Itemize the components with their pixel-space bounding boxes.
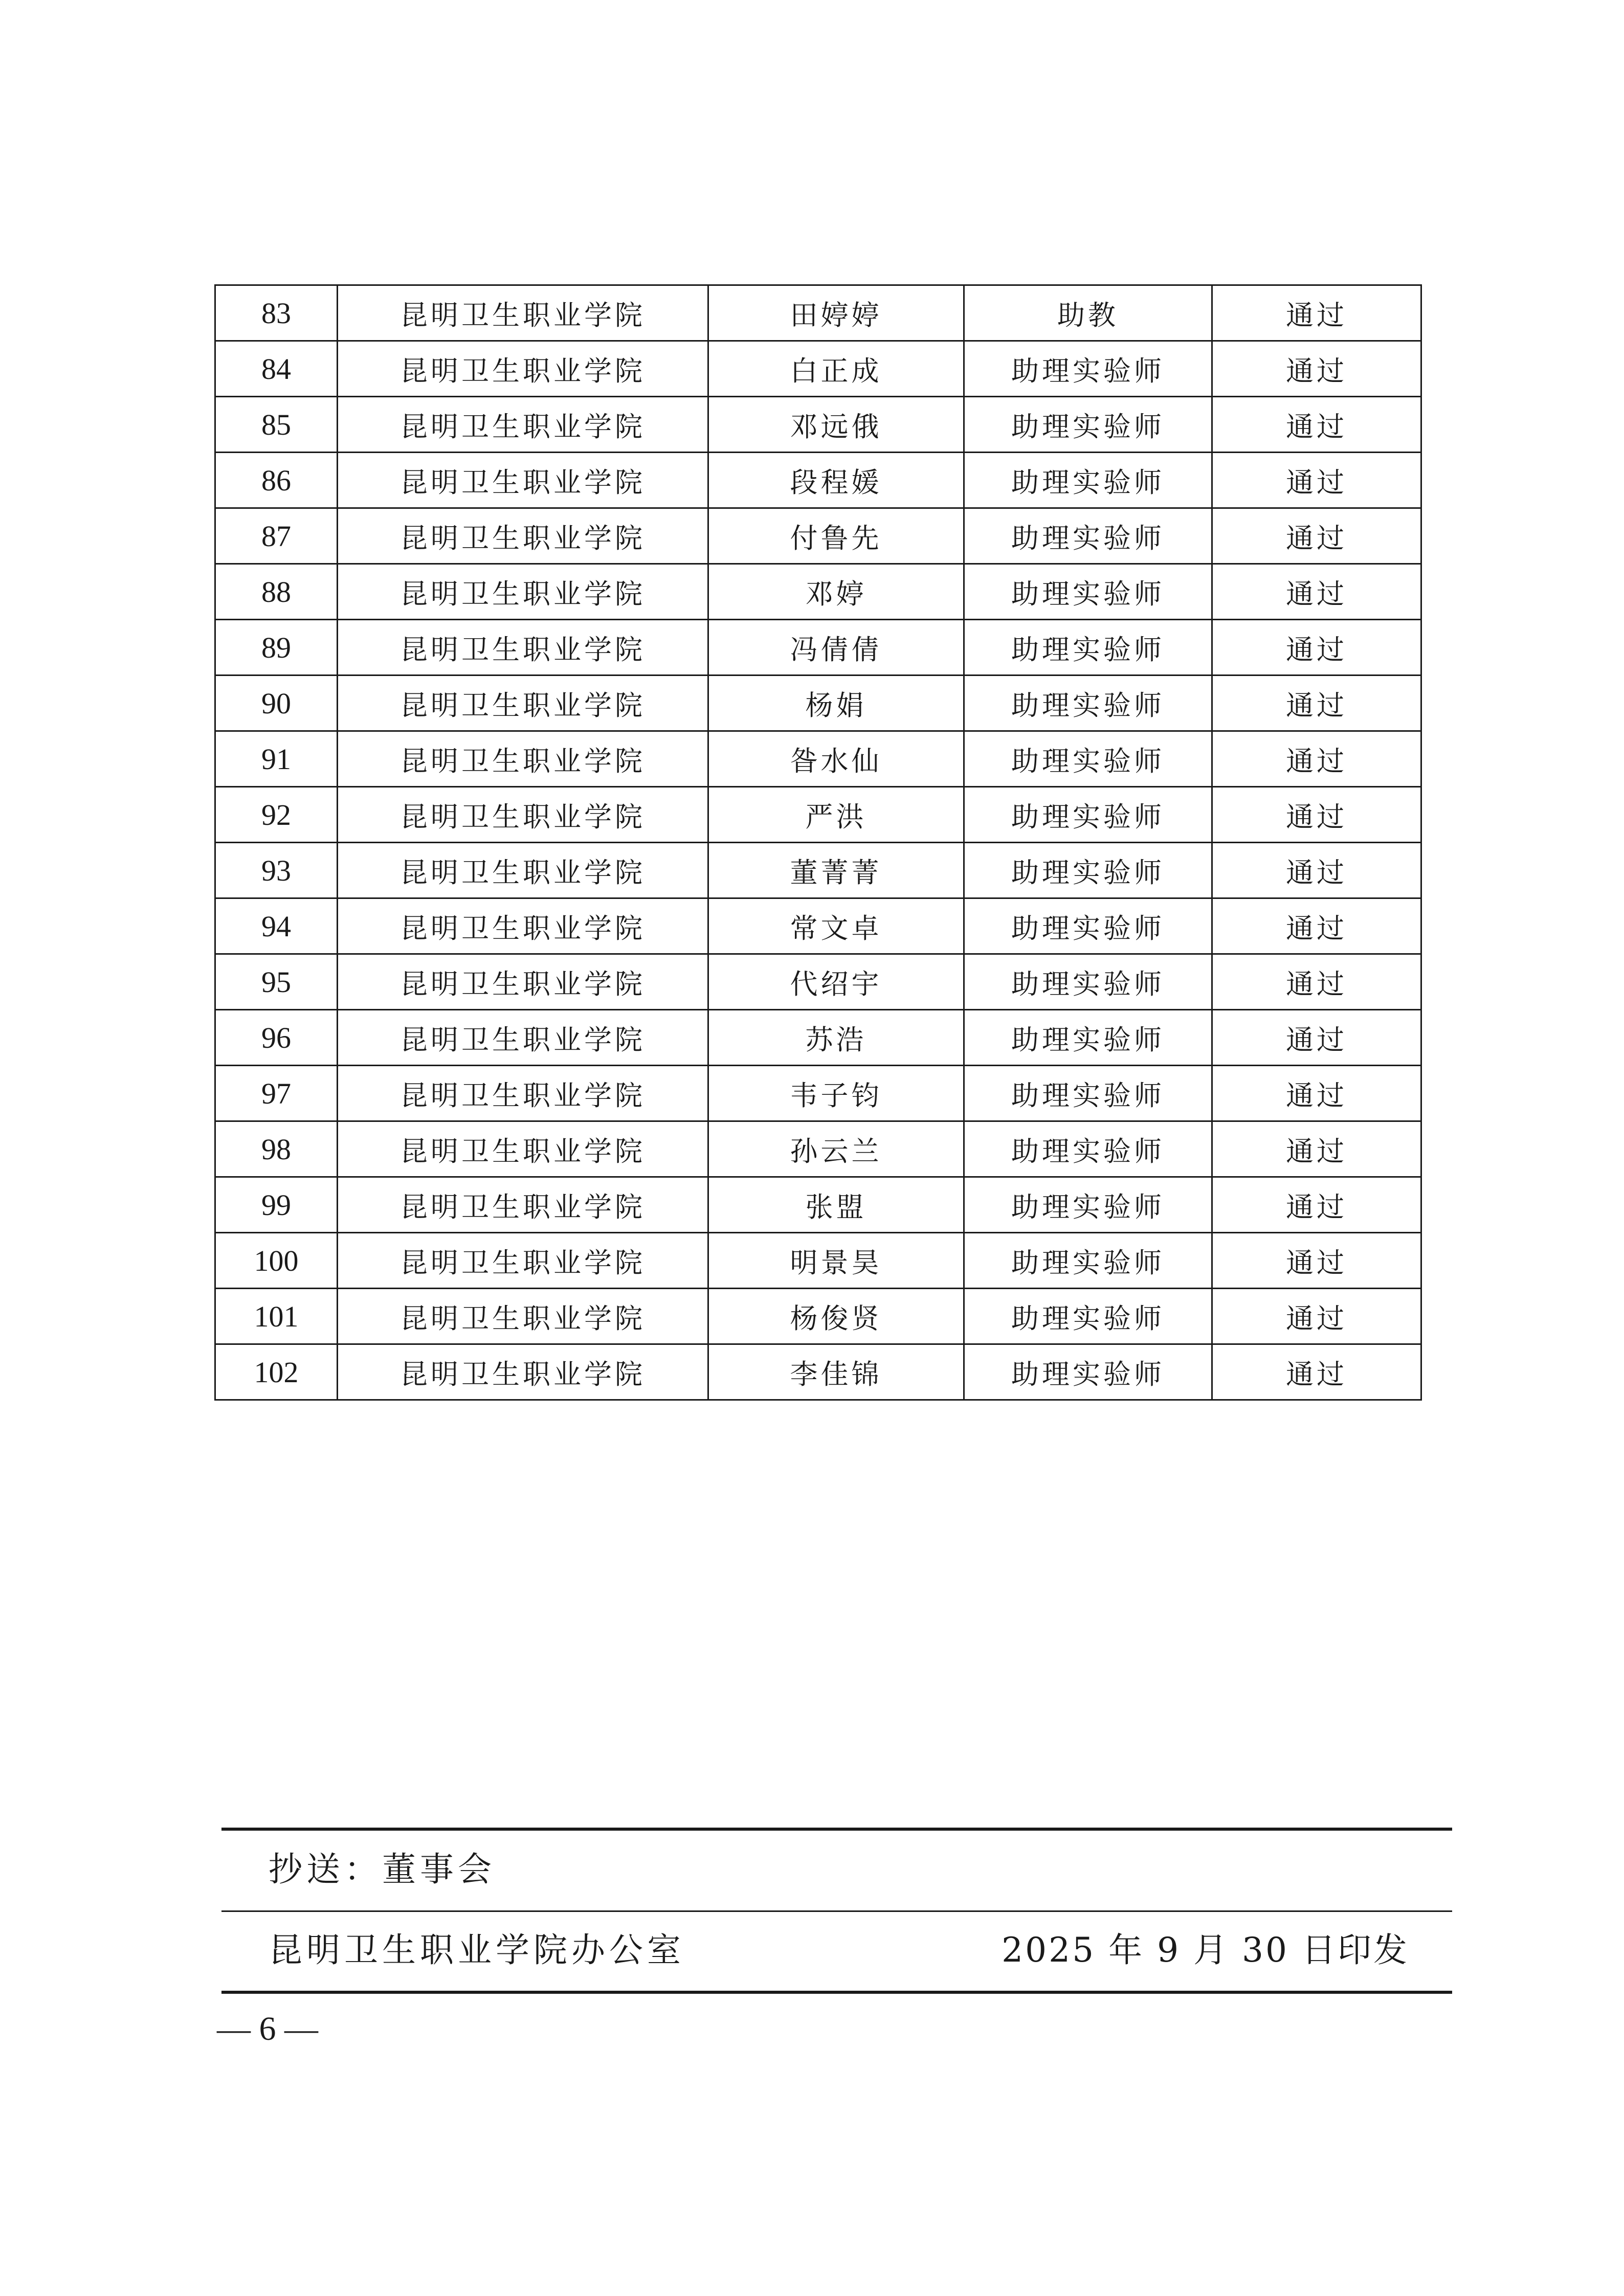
table-row (215, 954, 1421, 1010)
cell-school: 昆明卫生职业学院 (338, 1121, 708, 1177)
cell-number: 85 (215, 397, 338, 453)
cell-title: 助理实验师 (964, 1066, 1212, 1121)
issue-date: 2025 年 9 月 30 日印发 (1002, 1930, 1409, 1970)
cell-result: 通过 (1212, 843, 1421, 898)
cell-title: 助教 (964, 285, 1212, 341)
table-row (215, 341, 1421, 397)
cell-school: 昆明卫生职业学院 (338, 898, 708, 954)
cell-name: 明景昊 (708, 1233, 964, 1289)
cell-school: 昆明卫生职业学院 (338, 564, 708, 620)
cell-title: 助理实验师 (964, 954, 1212, 1010)
cell-name: 张盟 (708, 1177, 964, 1233)
cell-name: 杨俊贤 (708, 1289, 964, 1344)
cell-number: 91 (215, 731, 338, 787)
cell-number: 89 (215, 620, 338, 676)
footer-top-rule (221, 1828, 1452, 1831)
cell-number: 102 (215, 1344, 338, 1400)
cell-title: 助理实验师 (964, 787, 1212, 843)
table-row (215, 1289, 1421, 1344)
cell-result: 通过 (1212, 285, 1421, 341)
cell-title: 助理实验师 (964, 1121, 1212, 1177)
cell-result: 通过 (1212, 508, 1421, 564)
table-row (215, 1233, 1421, 1289)
cell-school: 昆明卫生职业学院 (338, 397, 708, 453)
cell-title: 助理实验师 (964, 1289, 1212, 1344)
table-row (215, 1177, 1421, 1233)
cell-number: 101 (215, 1289, 338, 1344)
cell-title: 助理实验师 (964, 676, 1212, 731)
cell-result: 通过 (1212, 787, 1421, 843)
page-number: — 6 — (217, 2010, 318, 2047)
table-row (215, 1344, 1421, 1400)
cell-result: 通过 (1212, 1233, 1421, 1289)
cell-number: 93 (215, 843, 338, 898)
cell-school: 昆明卫生职业学院 (338, 676, 708, 731)
footer-bottom-rule (221, 1991, 1452, 1994)
cell-school: 昆明卫生职业学院 (338, 1289, 708, 1344)
cell-result: 通过 (1212, 954, 1421, 1010)
cell-name: 邓远俄 (708, 397, 964, 453)
cell-result: 通过 (1212, 1121, 1421, 1177)
cell-school: 昆明卫生职业学院 (338, 954, 708, 1010)
table-row (215, 731, 1421, 787)
cell-title: 助理实验师 (964, 1177, 1212, 1233)
cell-title: 助理实验师 (964, 341, 1212, 397)
cell-title: 助理实验师 (964, 620, 1212, 676)
cell-school: 昆明卫生职业学院 (338, 341, 708, 397)
cell-number: 94 (215, 898, 338, 954)
cell-number: 86 (215, 453, 338, 508)
cell-result: 通过 (1212, 898, 1421, 954)
cell-title: 助理实验师 (964, 731, 1212, 787)
cell-result: 通过 (1212, 731, 1421, 787)
cell-name: 孙云兰 (708, 1121, 964, 1177)
cell-name: 白正成 (708, 341, 964, 397)
cell-title: 助理实验师 (964, 898, 1212, 954)
cell-result: 通过 (1212, 397, 1421, 453)
cell-name: 段程媛 (708, 453, 964, 508)
cell-name: 李佳锦 (708, 1344, 964, 1400)
cell-name: 代绍宇 (708, 954, 964, 1010)
cell-name: 昝水仙 (708, 731, 964, 787)
cell-name: 常文卓 (708, 898, 964, 954)
table-body (215, 285, 1421, 1400)
cell-title: 助理实验师 (964, 508, 1212, 564)
cell-title: 助理实验师 (964, 453, 1212, 508)
cell-number: 87 (215, 508, 338, 564)
table-row (215, 676, 1421, 731)
cell-title: 助理实验师 (964, 397, 1212, 453)
cell-result: 通过 (1212, 676, 1421, 731)
cell-school: 昆明卫生职业学院 (338, 285, 708, 341)
cell-number: 95 (215, 954, 338, 1010)
cell-school: 昆明卫生职业学院 (338, 1066, 708, 1121)
cell-school: 昆明卫生职业学院 (338, 620, 708, 676)
table-row (215, 1010, 1421, 1066)
cc-line: 抄送：董事会 (269, 1850, 496, 1889)
cell-school: 昆明卫生职业学院 (338, 843, 708, 898)
cell-result: 通过 (1212, 1066, 1421, 1121)
cell-name: 邓婷 (708, 564, 964, 620)
cell-school: 昆明卫生职业学院 (338, 1010, 708, 1066)
cell-name: 冯倩倩 (708, 620, 964, 676)
cell-title: 助理实验师 (964, 1233, 1212, 1289)
cell-title: 助理实验师 (964, 843, 1212, 898)
cell-school: 昆明卫生职业学院 (338, 1344, 708, 1400)
cell-number: 96 (215, 1010, 338, 1066)
footer-middle-rule (221, 1910, 1452, 1912)
table-row (215, 1066, 1421, 1121)
table-row (215, 285, 1421, 341)
cell-name: 苏浩 (708, 1010, 964, 1066)
cell-title: 助理实验师 (964, 1344, 1212, 1400)
cell-school: 昆明卫生职业学院 (338, 1177, 708, 1233)
cell-name: 杨娟 (708, 676, 964, 731)
cell-name: 付鲁先 (708, 508, 964, 564)
table-row (215, 843, 1421, 898)
cell-number: 90 (215, 676, 338, 731)
cell-name: 韦子钧 (708, 1066, 964, 1121)
cell-name: 严洪 (708, 787, 964, 843)
cell-title: 助理实验师 (964, 564, 1212, 620)
table-row (215, 1121, 1421, 1177)
table-row (215, 898, 1421, 954)
cell-name: 董菁菁 (708, 843, 964, 898)
cell-number: 88 (215, 564, 338, 620)
cell-number: 98 (215, 1121, 338, 1177)
table-row (215, 397, 1421, 453)
table-row (215, 508, 1421, 564)
cell-number: 97 (215, 1066, 338, 1121)
cell-school: 昆明卫生职业学院 (338, 787, 708, 843)
cell-result: 通过 (1212, 1177, 1421, 1233)
cell-result: 通过 (1212, 564, 1421, 620)
cell-school: 昆明卫生职业学院 (338, 453, 708, 508)
cell-school: 昆明卫生职业学院 (338, 508, 708, 564)
cell-number: 83 (215, 285, 338, 341)
issuer: 昆明卫生职业学院办公室 (269, 1930, 685, 1970)
cell-name: 田婷婷 (708, 285, 964, 341)
cell-number: 99 (215, 1177, 338, 1233)
cell-result: 通过 (1212, 1289, 1421, 1344)
results-table (214, 284, 1422, 1401)
cell-number: 92 (215, 787, 338, 843)
cell-result: 通过 (1212, 453, 1421, 508)
cell-number: 100 (215, 1233, 338, 1289)
cell-result: 通过 (1212, 620, 1421, 676)
cell-result: 通过 (1212, 1010, 1421, 1066)
cell-result: 通过 (1212, 341, 1421, 397)
cell-school: 昆明卫生职业学院 (338, 1233, 708, 1289)
cell-number: 84 (215, 341, 338, 397)
table-row (215, 787, 1421, 843)
cell-title: 助理实验师 (964, 1010, 1212, 1066)
table-row (215, 453, 1421, 508)
table-row (215, 620, 1421, 676)
cell-result: 通过 (1212, 1344, 1421, 1400)
table-row (215, 564, 1421, 620)
cell-school: 昆明卫生职业学院 (338, 731, 708, 787)
